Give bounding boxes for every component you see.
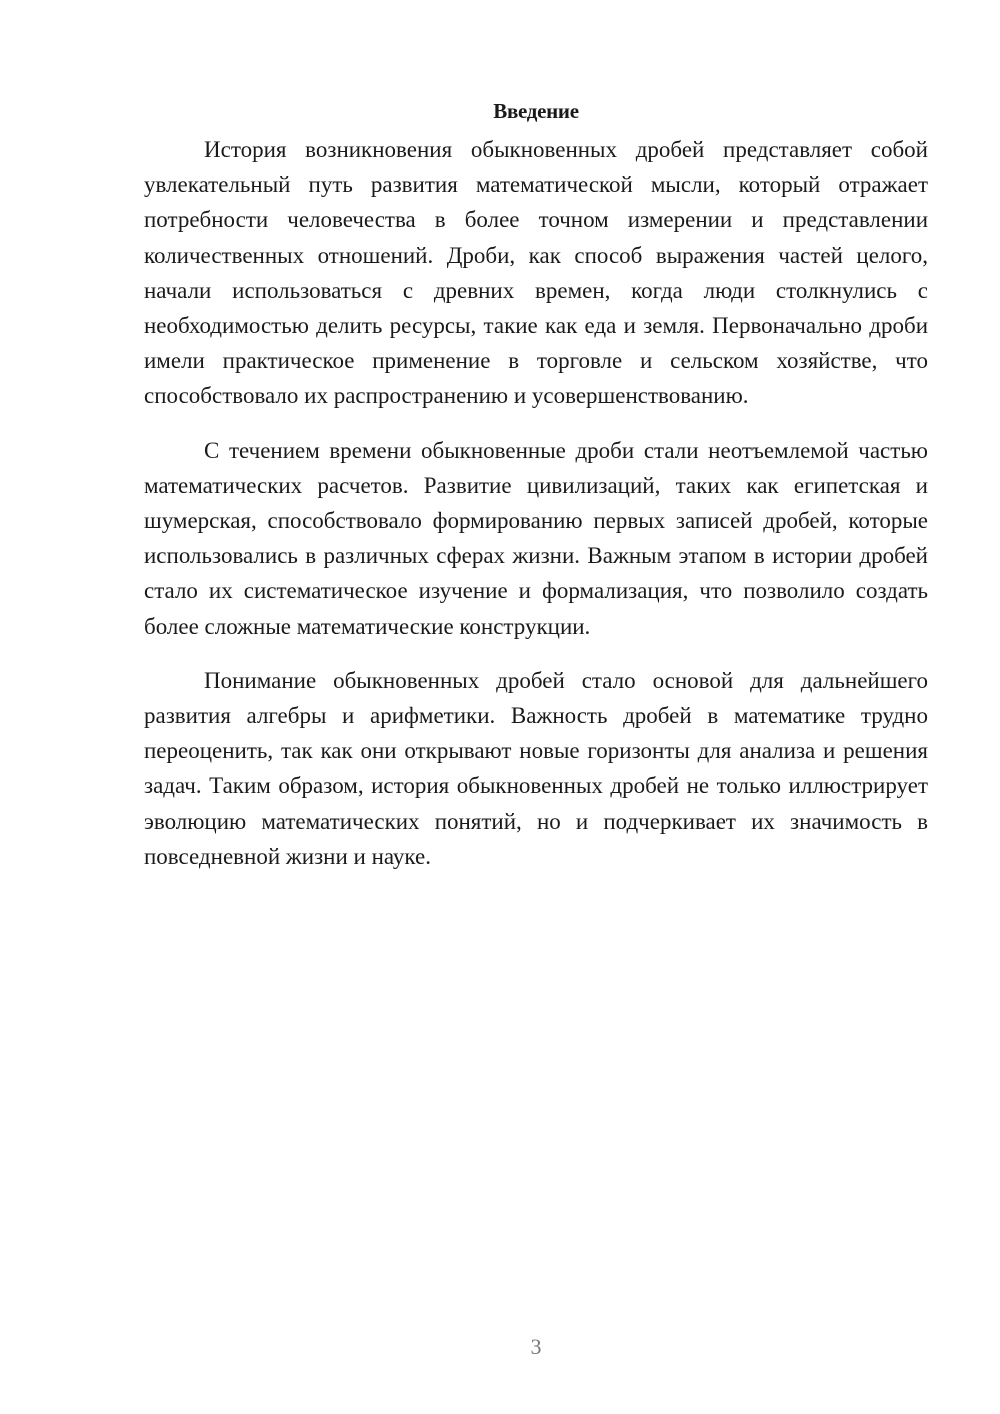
paragraph-3: Понимание обыкновенных дробей стало основой для дальнейшего развития алгебры и арифметики. Важность дробей в математике трудно переоценить, так как они открывают новые горизонты для анализа и решения задач. Таким образом, история обыкновенных дробей не только иллюстрирует эволюцию математических понятий, но и подчеркивает их значимость в повседневной жизни и науке. — [144, 667, 928, 869]
paragraph-1: История возникновения обыкновенных дробей представляет собой увлекательный путь развития математической мысли, который отражает потребности человечества в более точном измерении и представлении количественных отношений. Дроби, как способ выражения частей целого, начали использоваться с древних времен, когда люди столкнулись с необходимостью делить ресурсы, такие как еда и земля. Первоначально дроби имели практическое применение в торговле и сельском хозяйстве, что способствовало их распространению и усовершенствованию. — [144, 137, 928, 409]
page-number: 3 — [530, 1334, 542, 1359]
paragraph-2: С течением времени обыкновенные дроби стали неотъемлемой частью математических расчетов. Развитие цивилизаций, таких как египетская и шумерская, способствовало формированию первых записей дробей, которые использовались в различных сферах жизни. Важным этапом в истории дробей стало их систематическое изучение и формализация, что позволило создать более сложные математические конструкции. — [144, 437, 928, 639]
section-heading: Введение — [493, 99, 579, 123]
page-content — [144, 96, 928, 893]
